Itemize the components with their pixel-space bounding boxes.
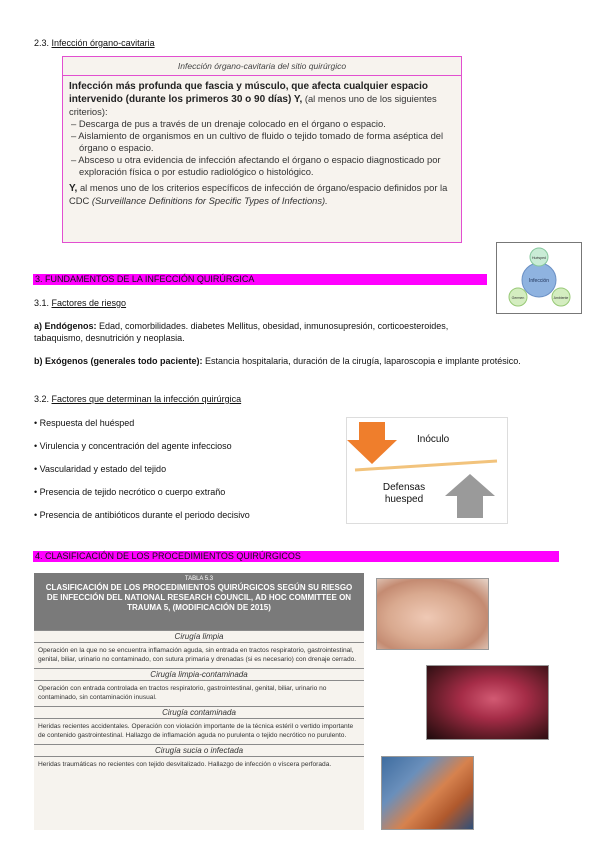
table-number: TABLA 5.3 [184, 576, 214, 582]
down-arrow-icon [347, 422, 397, 464]
determinant-item: • Vascularidad y estado del tejido [34, 464, 167, 474]
contaminated-wound-photo [426, 665, 549, 740]
determinant-item: • Presencia de antibióticos durante el periodo decisivo [34, 510, 250, 520]
section-3-2-heading: 3.2. Factores que determinan la infección quirúrgica [34, 394, 242, 404]
table-description: Operación en la que no se encuentra inflamación aguda, sin entrada en tractos respiratorio, gastrointestinal, genital, biliar, urinario no contaminado, con sutura primaria y drenadas (si es necesario) con drenaje cerrado. [38, 647, 357, 663]
up-arrow-icon [445, 474, 495, 518]
table-description: Operación con entrada controlada en tractos respiratorio, gastrointestinal, genital, biliar, urinario no contaminado, sin contaminación inusual. [38, 685, 327, 701]
box-header: Infección órgano-cavitaria del sitio quirúrgico [63, 57, 461, 76]
venn-right-label: Ambiente [553, 296, 569, 300]
table-description: Heridas traumáticas no recientes con tejido desvitalizado. Hallazgo de infección o víscera perforada. [38, 761, 332, 768]
defenses-label: Defensas huesped [382, 482, 426, 505]
section-2-3-heading: 2.3. Infección órgano-cavitaria [34, 38, 155, 48]
section-4-band: 4. CLASIFICACIÓN DE LOS PROCEDIMIENTOS QUIRÚRGICOS [33, 551, 559, 562]
determinant-item: • Virulencia y concentración del agente infeccioso [34, 441, 232, 451]
determinant-item: • Respuesta del huésped [34, 418, 135, 428]
box-closing: Y, al menos uno de los criterios específicos de infección de órgano/espacio definidos por la CDC (Surveillance Definitions for Specific Types of Infections). [69, 182, 448, 206]
venn-center-label: Infección [528, 278, 550, 284]
table-category: Cirugía limpia-contaminada [34, 668, 364, 681]
infected-surgery-photo [381, 756, 474, 830]
section-3-1-heading: 3.1. Factores de riesgo [34, 298, 127, 308]
inoculum-defense-diagram [346, 417, 508, 524]
endogenous-factors: a) Endógenos: Edad, comorbilidades. diabetes Mellitus, obesidad, inmunosupresión, corticoesteroides, tabaquismo, desnutrición y neoplasia. [34, 321, 449, 343]
table-category: Cirugía limpia [34, 630, 364, 643]
exogenous-factors: b) Exógenos (generales todo paciente): Estancia hospitalaria, duración de la cirugía, laparoscopia e implante protésico. [34, 356, 521, 366]
inoculum-label: Inóculo [417, 434, 450, 445]
triad-svg [497, 243, 581, 313]
venn-top-label: Huésped [531, 256, 547, 260]
table-header [34, 573, 364, 630]
box-lead: Infección más profunda que fascia y músculo, que afecta cualquier espacio intervenido (durante los primeros 30 o 90 días) Y, (al menos uno de los siguientes criterios): [69, 81, 437, 117]
infection-triad-diagram [496, 242, 582, 314]
surgical-classification-table [34, 573, 364, 830]
clean-surgery-photo [376, 578, 489, 650]
table-category: Cirugía sucia o infectada [34, 744, 364, 757]
table-category: Cirugía contaminada [34, 706, 364, 719]
determinant-item: • Presencia de tejido necrótico o cuerpo extraño [34, 487, 226, 497]
organ-cavity-criteria-box [62, 56, 462, 243]
criteria-item: – Aislamiento de organismos en un cultivo de fluido o tejido tomado de forma aséptica del órgano o espacio. [71, 130, 444, 153]
criteria-item: – Descarga de pus a través de un drenaje colocado en el órgano o espacio. [71, 118, 386, 129]
criteria-item: – Absceso u otra evidencia de infección afectando el órgano o espacio diagnosticado por exploración física o por estudio radiológico o histológico. [71, 154, 441, 177]
section-3-band: 3. FUNDAMENTOS DE LA INFECCIÓN QUIRÚRGICA [33, 274, 487, 285]
venn-left-label: Germen [511, 296, 525, 300]
table-description: Heridas recientes accidentales. Operación con violación importante de la técnica estéril o vertido importante de contenido gastrointestinal. Hallazgo de inflamación aguda no purulenta o tejido necrótico no purulento. [38, 723, 354, 739]
table-title: CLASIFICACIÓN DE LOS PROCEDIMIENTOS QUIRÚRGICOS SEGÚN SU RIESGO DE INFECCIÓN DEL NATIONAL RESEARCH COUNCIL, AD HOC COMMITTEE ON TRAUMA 5, (MODIFICACIÓN DE 2015) [45, 583, 353, 612]
